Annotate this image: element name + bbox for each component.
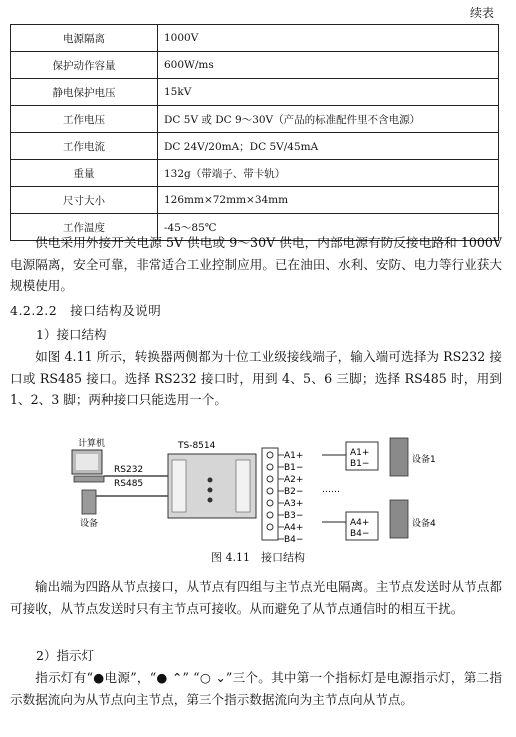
paragraph-interface: 如图 4.11 所示，转换器两侧都为十位工业级接线端子，输入端可选择为 RS232 接口或 RS485 接口。选择 RS232 接口时，用到 4、5、6 三脚；选择 RS485 时，用到 1、2、3 脚；两种接口只能选用一个。 bbox=[10, 349, 502, 407]
box4-pin1: A4+ bbox=[350, 518, 370, 528]
subheading-interface: 1）接口结构 bbox=[36, 327, 107, 342]
rs485-label: RS485 bbox=[114, 479, 144, 489]
spec-key: 保护动作容量 bbox=[11, 52, 158, 79]
converter-device bbox=[168, 454, 256, 518]
spec-key: 工作温度 bbox=[11, 214, 158, 241]
terminal-pin-label: A4+ bbox=[284, 523, 304, 533]
spec-row bbox=[11, 106, 499, 133]
interface-diagram bbox=[60, 434, 460, 554]
terminal-pin-label: A1+ bbox=[284, 451, 304, 461]
terminal-pin-label: B4− bbox=[284, 535, 304, 545]
figure-caption: 图 4.11 接口结构 bbox=[211, 551, 305, 564]
terminal-pin-label: A2+ bbox=[284, 475, 304, 485]
spec-value: DC 24V/20mA；DC 5V/45mA bbox=[158, 133, 499, 160]
spec-value: 132g（带端子、带卡轨） bbox=[158, 160, 499, 187]
terminal-strip bbox=[262, 448, 278, 540]
spec-key: 重量 bbox=[11, 160, 158, 187]
device1-label: 设备1 bbox=[412, 455, 436, 465]
box4-pin2: B4− bbox=[350, 529, 370, 539]
spec-row bbox=[11, 52, 499, 79]
device-left-label: 设备 bbox=[80, 519, 99, 529]
spec-value: DC 5V 或 DC 9～30V（产品的标准配件里不含电源） bbox=[158, 106, 499, 133]
terminal-pin-label: B1− bbox=[284, 463, 304, 473]
spec-row bbox=[11, 133, 499, 160]
spec-row bbox=[11, 25, 499, 52]
terminal-pin-label: B3− bbox=[284, 511, 304, 521]
spec-value: 600W/ms bbox=[158, 52, 499, 79]
spec-key: 工作电压 bbox=[11, 106, 158, 133]
computer-label: 计算机 bbox=[78, 439, 106, 449]
box1-pin1: A1+ bbox=[350, 448, 370, 458]
device4-label: 设备4 bbox=[412, 519, 436, 529]
paragraph-power: 供电采用外接开关电源 5V 供电或 9～30V 供电，内部电源有防反接电路和 1000V 电源隔离，安全可靠，非常适合工业控制应用。已在油田、水利、安防、电力等行业获大规模使用。 bbox=[10, 235, 502, 293]
terminal-pin-label: B2− bbox=[284, 487, 304, 497]
model-label: TS-8514 bbox=[178, 441, 216, 451]
spec-table bbox=[10, 24, 499, 241]
spec-key: 静电保护电压 bbox=[11, 79, 158, 106]
spec-value: 15kV bbox=[158, 79, 499, 106]
section-heading: 4.2.2.2 接口结构及说明 bbox=[10, 303, 162, 318]
spec-row bbox=[11, 79, 499, 106]
rs232-label: RS232 bbox=[114, 465, 144, 475]
spec-key: 工作电流 bbox=[11, 133, 158, 160]
spec-value: 1000V bbox=[158, 25, 499, 52]
device-left-icon bbox=[82, 490, 96, 514]
computer-icon bbox=[72, 450, 104, 482]
paragraph-output: 输出端为四路从节点接口，从节点有四组与主节点光电隔离。主节点发送时从节点都可接收，从节点发送时只有主节点可接收。从而避免了从节点通信时的相互干扰。 bbox=[10, 579, 502, 616]
spec-value: -45～85℃ bbox=[158, 214, 499, 241]
spec-key: 电源隔离 bbox=[11, 25, 158, 52]
box1-pin2: B1− bbox=[350, 459, 370, 469]
terminal-pin-label: A3+ bbox=[284, 499, 304, 509]
spec-value: 126mm×72mm×34mm bbox=[158, 187, 499, 214]
continued-label: 续表 bbox=[469, 6, 494, 20]
spec-key: 尺寸大小 bbox=[11, 187, 158, 214]
subheading-indicator: 2）指示灯 bbox=[36, 648, 94, 663]
spec-row bbox=[11, 187, 499, 214]
ellipsis: …… bbox=[322, 485, 340, 495]
spec-row bbox=[11, 160, 499, 187]
paragraph-indicator: 指示灯有“●电源”，“● ⌃” “○ ⌄”三个。其中第一个指标灯是电源指示灯，第二指示数据流向为从节点向主节点，第三个指示数据流向为主节点向从节点。 bbox=[10, 670, 502, 707]
